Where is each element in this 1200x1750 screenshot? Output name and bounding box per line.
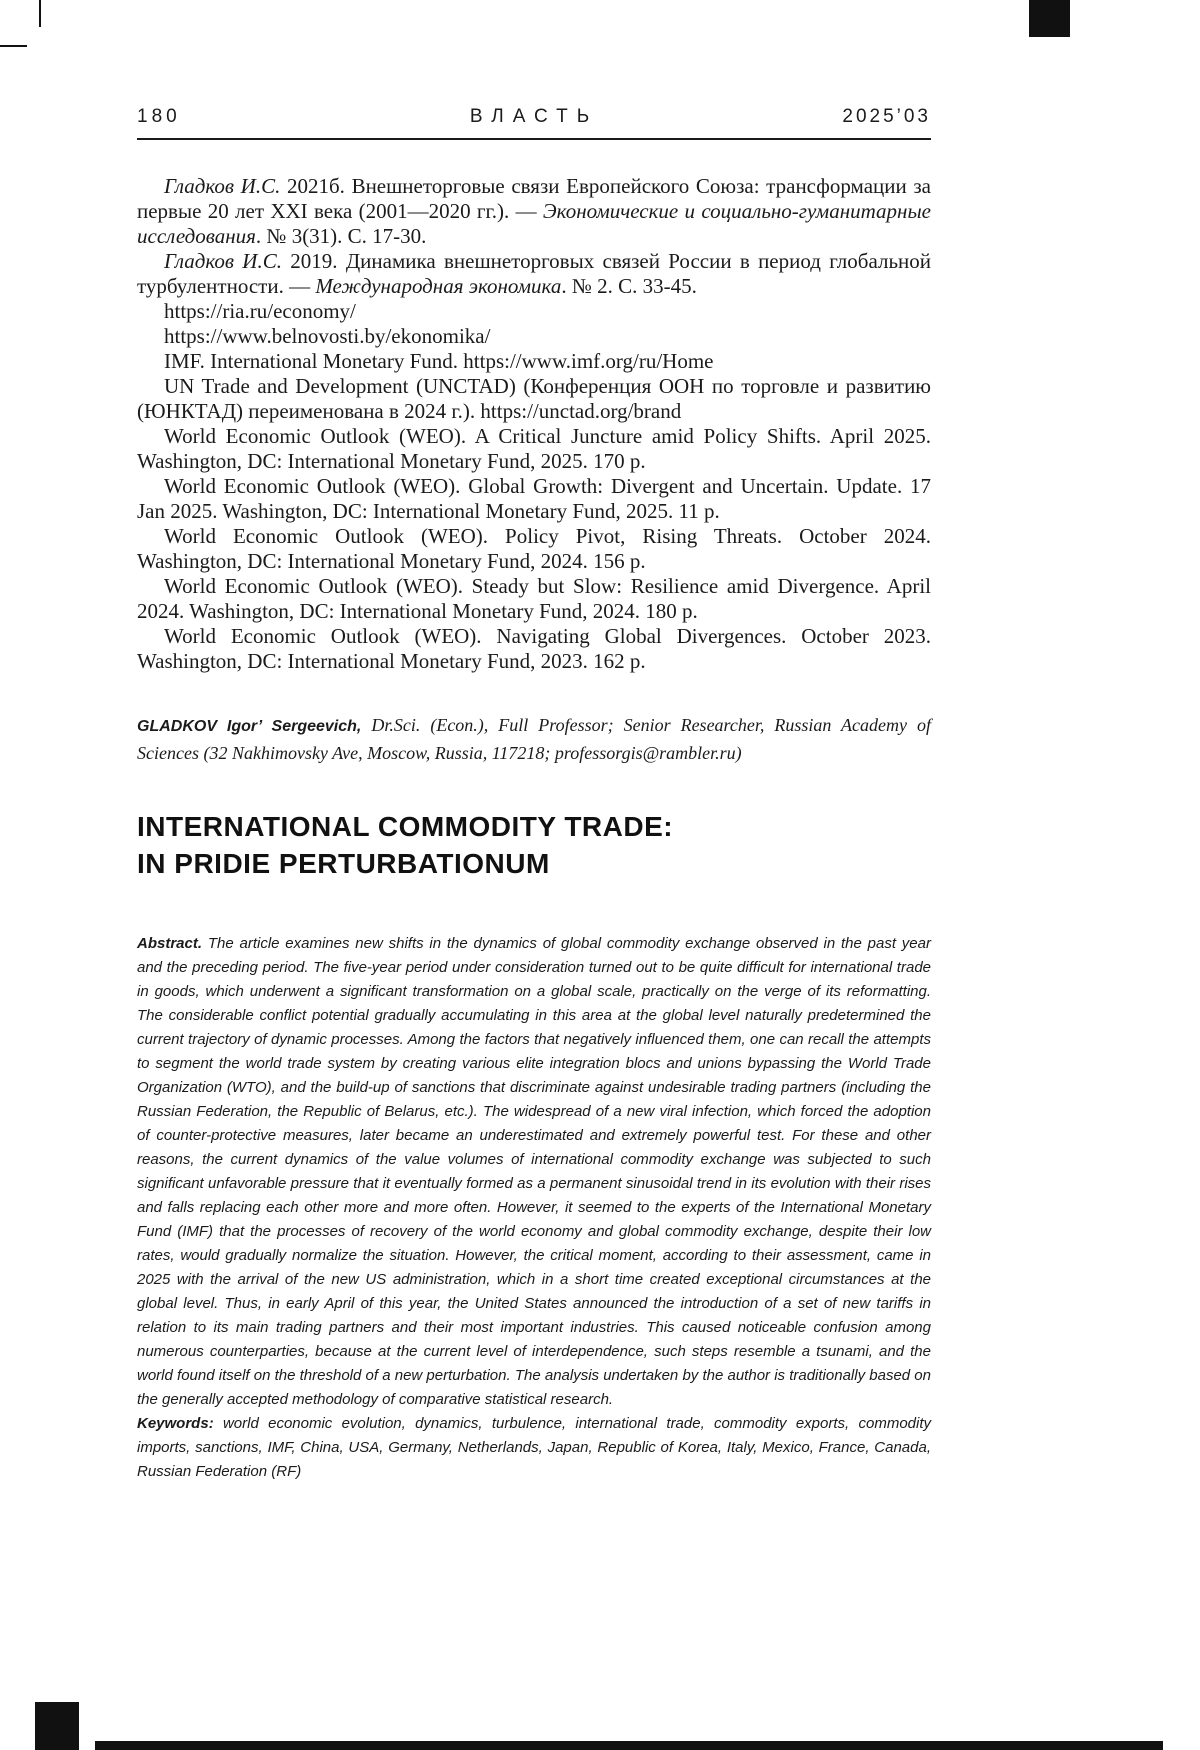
journal-title: ВЛАСТЬ xyxy=(469,106,599,127)
reference-item: World Economic Outlook (WEO). Navigating Global Divergences. October 2023. Washington, DC: International Monetary Fund, 2023. 162 p. xyxy=(137,624,931,673)
abstract-text: The article examines new shifts in the dynamics of global commodity exchange observed in the past year and the preceding period. The five-year period under consideration turned out to be quite difficult for international trade in goods, which underwent a significant transformation on a global scale, practically on the verge of its reformatting. The considerable conflict potential gradually accumulating in this area at the global level naturally predetermined the current trajectory of dynamic processes. Among the factors that negatively influenced them, one can recall the attempts to segment the world trade system by creating various elite integration blocs and unions bypassing the World Trade Organization (WTO), and the build-up of sanctions that discriminate against undesirable trading partners (including the Russian Federation, the Republic of Belarus, etc.). The widespread of a new viral infection, which forced the adoption of counter-protective measures, later became an underestimated and extremely powerful test. For these and other reasons, the current dynamics of the value volumes of international commodity exchange was subjected to such significant unfavorable pressure that it eventually formed as a permanent sinusoidal trend in its evolution with their rises and falls replacing each other more and more often. However, it seemed to the experts of the International Monetary Fund (IMF) that the processes of recovery of the world economy and global commodity exchange, despite their low rates, would gradually normalize the situation. However, the critical moment, according to their assessment, came in 2025 with the arrival of the new US administration, which in a short time created exceptional circumstances at the global level. Thus, in early April of this year, the United States announced the introduction of a set of new tariffs in relation to its main trading partners and their most important industries. This caused noticeable confusion among numerous counterparties, because at the current level of interdependence, such steps resemble a tsunami, and the world found itself on the threshold of a new perturbation. The analysis undertaken by the author is traditionally based on the generally accepted methodology of comparative statistical research. xyxy=(137,935,931,1408)
reference-item: World Economic Outlook (WEO). A Critical Juncture amid Policy Shifts. April 2025. Washington, DC: International Monetary Fund, 2025. 170 p. xyxy=(137,424,931,473)
crop-mark-top-left-vertical xyxy=(39,0,41,27)
keywords-text: world economic evolution, dynamics, turbulence, international trade, commodity exports, commodity imports, sanctions, IMF, China, USA, Germany, Netherlands, Japan, Republic of Korea, Italy, Mexico, France, Canada, Russian Federation (RF) xyxy=(137,1415,931,1480)
author-info xyxy=(137,712,931,766)
keywords xyxy=(137,1412,931,1484)
author-details: Dr.Sci. (Econ.), Full Professor; Senior Researcher, Russian Academy of Sciences (32 Nakhimovsky Ave, Moscow, Russia, 117218; professorgis@rambler.ru) xyxy=(137,715,931,763)
print-mark-bottom-left xyxy=(35,1702,79,1750)
article-title xyxy=(137,808,931,882)
reference-item: World Economic Outlook (WEO). Global Growth: Divergent and Uncertain. Update. 17 Jan 2025. Washington, DC: International Monetary Fund, 2025. 11 p. xyxy=(137,474,931,523)
print-mark-bottom-bar xyxy=(95,1741,1163,1750)
issue-number: 2025’03 xyxy=(842,106,931,127)
references-list xyxy=(137,174,931,674)
page-header xyxy=(137,106,931,140)
keywords-label: Keywords: xyxy=(137,1415,214,1432)
reference-item: Гладков И.С. 2021б. Внешнеторговые связи Европейского Союза: трансформации за первые 20 лет XXI века (2001—2020 гг.). — Экономические и социально-гуманитарные исследования. № 3(31). С. 17-30. xyxy=(137,174,931,248)
page-content xyxy=(137,106,931,1484)
abstract-label: Abstract. xyxy=(137,935,203,952)
author-name: GLADKOV Igor’ Sergeevich, xyxy=(137,718,362,735)
print-mark-top-right xyxy=(1029,0,1070,37)
crop-mark-top-left-horizontal xyxy=(0,45,27,47)
reference-item: https://ria.ru/economy/ xyxy=(164,299,356,323)
reference-item: IMF. International Monetary Fund. https://www.imf.org/ru/Home xyxy=(164,349,714,373)
page-number: 180 xyxy=(137,106,181,127)
reference-item: Гладков И.С. 2019. Динамика внешнеторговых связей России в период глобальной турбулентности. — Международная экономика. № 2. С. 33-45. xyxy=(137,249,931,298)
abstract xyxy=(137,932,931,1412)
reference-item: World Economic Outlook (WEO). Steady but Slow: Resilience amid Divergence. April 2024. Washington, DC: International Monetary Fund, 2024. 180 p. xyxy=(137,574,931,623)
reference-item: UN Trade and Development (UNCTAD) (Конференция ООН по торговле и развитию (ЮНКТАД) переименована в 2024 г.). https://unctad.org/brand xyxy=(137,374,931,423)
reference-item: https://www.belnovosti.by/ekonomika/ xyxy=(164,324,491,348)
article-title-line1: INTERNATIONAL COMMODITY TRADE: xyxy=(137,811,674,842)
article-title-line2: IN PRIDIE PERTURBATIONUM xyxy=(137,848,550,879)
reference-item: World Economic Outlook (WEO). Policy Pivot, Rising Threats. October 2024. Washington, DC: International Monetary Fund, 2024. 156 p. xyxy=(137,524,931,573)
